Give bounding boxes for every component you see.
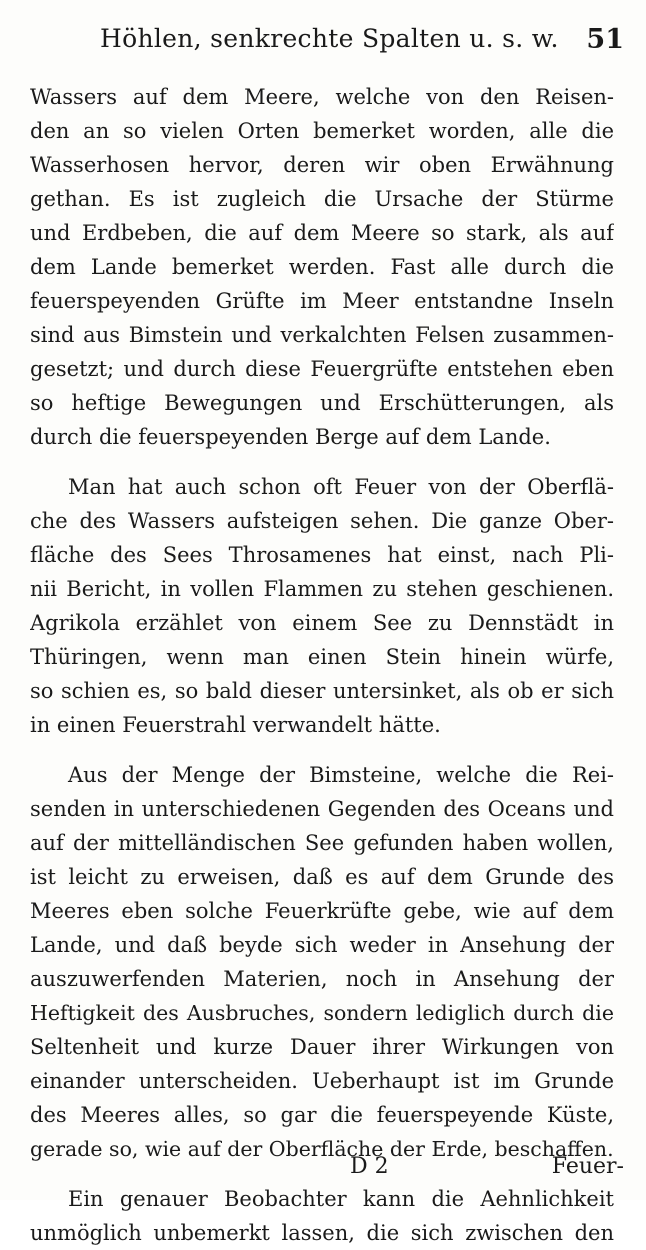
- text-line: einander unterscheiden. Ueberhaupt ist im Grunde: [30, 1069, 614, 1093]
- text-line: Thüringen, wenn man einen Stein hinein würfe,: [30, 645, 614, 669]
- page-header: [100, 24, 624, 64]
- paragraph-gap: [30, 454, 614, 470]
- text-line: gesetzt; und durch diese Feuergrüfte entstehen eben: [30, 357, 614, 381]
- text-line: unmöglich unbemerkt lassen, die sich zwischen den: [30, 1221, 614, 1245]
- page-footer: [30, 1154, 624, 1190]
- text-line: fläche des Sees Throsamenes hat einst, nach Pli-: [30, 543, 614, 567]
- text-line: Agrikola erzählet von einem See zu Dennstädt in: [30, 611, 614, 635]
- text-line: Wasserhosen hervor, deren wir oben Erwähnung: [30, 153, 614, 177]
- text-line: senden in unterschiedenen Gegenden des Oceans und: [30, 797, 614, 821]
- text-line: ist leicht zu erweisen, daß es auf dem Grunde des: [30, 865, 614, 889]
- catchword: Feuer-: [551, 1154, 624, 1179]
- text-line: Meeres eben solche Feuerkrüfte gebe, wie auf dem: [30, 899, 614, 923]
- text-line: und Erdbeben, die auf dem Meere so stark, als auf: [30, 221, 614, 245]
- text-line: Seltenheit und kurze Dauer ihrer Wirkungen von: [30, 1035, 614, 1059]
- body-text: [30, 80, 614, 1250]
- text-line: des Meeres alles, so gar die feuerspeyende Küste,: [30, 1103, 614, 1127]
- running-head: Höhlen, senkrechte Spalten u. s. w.: [100, 24, 559, 53]
- paragraph-3: [30, 758, 614, 1166]
- text-line: nii Bericht, in vollen Flammen zu stehen geschienen.: [30, 577, 614, 601]
- text-line: feuerspeyenden Grüfte im Meer entstandne Inseln: [30, 289, 614, 313]
- text-line: sind aus Bimstein und verkalchten Felsen zusammen-: [30, 323, 614, 347]
- text-line: Heftigkeit des Ausbruches, sondern lediglich durch die: [30, 1001, 614, 1025]
- text-line: che des Wassers aufsteigen sehen. Die ganze Ober-: [30, 509, 614, 533]
- page-number: 51: [586, 24, 624, 55]
- text-line-last: durch die feuerspeyenden Berge auf dem Lande.: [30, 425, 551, 449]
- paragraph-2: [30, 470, 614, 742]
- text-line: so heftige Bewegungen und Erschütterungen, als: [30, 391, 614, 415]
- paragraph-1: [30, 80, 614, 454]
- text-line: dem Lande bemerket werden. Fast alle durch die: [30, 255, 614, 279]
- paragraph-4: [30, 1182, 614, 1250]
- text-line: Wassers auf dem Meere, welche von den Reisen-: [30, 85, 614, 109]
- paragraph-gap: [30, 742, 614, 758]
- text-line-indented: Aus der Menge der Bimsteine, welche die Rei-: [68, 763, 614, 787]
- text-line: so schien es, so bald dieser untersinket, als ob er sich: [30, 679, 614, 703]
- text-line-last: in einen Feuerstrahl verwandelt hätte.: [30, 713, 441, 737]
- text-line: auf der mittelländischen See gefunden haben wollen,: [30, 831, 614, 855]
- text-line-last: gerade so, wie auf der Oberfläche der Erde, beschaffen.: [30, 1137, 614, 1161]
- text-line: auszuwerfenden Materien, noch in Ansehung der: [30, 967, 614, 991]
- text-line: gethan. Es ist zugleich die Ursache der Stürme: [30, 187, 614, 211]
- text-line: Lande, und daß beyde sich weder in Ansehung der: [30, 933, 614, 957]
- text-line-indented: Man hat auch schon oft Feuer von der Oberflä-: [68, 475, 614, 499]
- text-line-indented: Ein genauer Beobachter kann die Aehnlichkeit: [68, 1187, 614, 1211]
- signature-mark: D 2: [350, 1154, 389, 1179]
- text-line: den an so vielen Orten bemerket worden, alle die: [30, 119, 614, 143]
